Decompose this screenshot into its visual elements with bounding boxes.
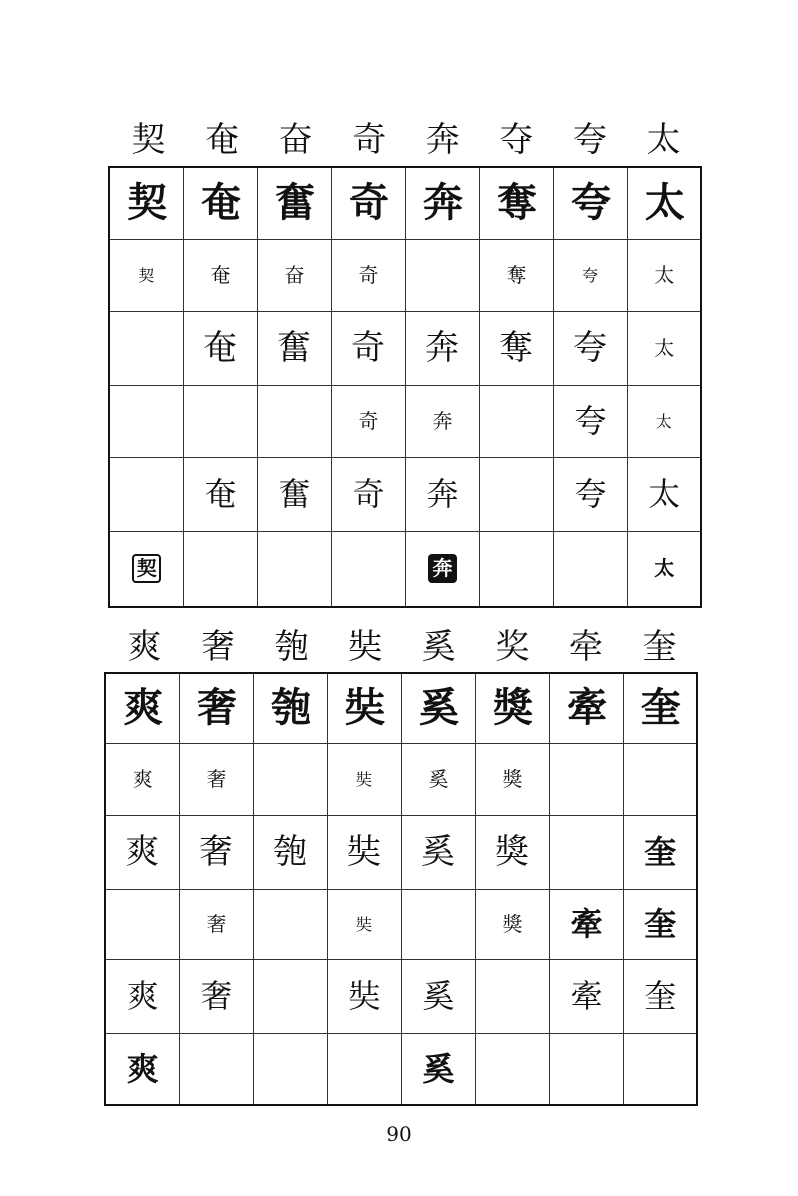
seal-glyph: 獎 [493, 685, 531, 732]
glyph-cell [549, 815, 623, 889]
glyph-cell [179, 743, 253, 815]
glyph-cell [257, 239, 331, 311]
header-char: 契 [131, 120, 166, 160]
glyph-cell [109, 531, 183, 607]
seal-glyph: 爽 [123, 685, 162, 732]
bamboo-glyph: 獎 [502, 911, 522, 936]
glyph-cell [475, 959, 549, 1033]
glyph-cell [401, 815, 475, 889]
table-row [109, 385, 701, 457]
bronze-glyph: 太 [654, 335, 674, 360]
header-char: 牵 [568, 627, 603, 667]
glyph-cell [401, 889, 475, 959]
glyph-cell [105, 1033, 179, 1105]
glyph-cell [549, 889, 623, 959]
header-char: 匏 [274, 627, 309, 667]
seal-script-glyph: 奘 [348, 977, 380, 1015]
glyph-cell [549, 743, 623, 815]
seal-script-glyph: 奔 [426, 475, 458, 513]
section-1-headers [112, 120, 700, 160]
seal-script-glyph: 奢 [200, 977, 232, 1015]
glyph-cell [401, 673, 475, 743]
glyph-cell [257, 385, 331, 457]
seal-glyph: 奘 [345, 685, 383, 732]
glyph-cell [109, 167, 183, 239]
seal-glyph: 奎 [640, 685, 679, 732]
glyph-cell [253, 959, 327, 1033]
bronze-glyph: 奇 [351, 328, 385, 368]
header-char: 奋 [278, 120, 313, 160]
section-2-table [104, 672, 698, 1106]
glyph-cell [553, 311, 627, 385]
seal-stamp: 奔 [428, 554, 457, 583]
seal-glyph: 牽 [567, 685, 605, 732]
glyph-cell [475, 1033, 549, 1105]
glyph-cell [253, 815, 327, 889]
glyph-cell [479, 239, 553, 311]
oracle-glyph: 獎 [502, 766, 522, 791]
glyph-cell [327, 743, 401, 815]
section-1-table [108, 166, 702, 608]
glyph-cell [257, 457, 331, 531]
header-char: 奎 [642, 627, 677, 667]
seal-glyph: 奢 [197, 685, 235, 732]
glyph-cell [183, 167, 257, 239]
glyph-cell [475, 889, 549, 959]
header-char: 奚 [421, 627, 456, 667]
oracle-glyph: 夸 [581, 265, 598, 285]
oracle-glyph: 奘 [355, 769, 372, 789]
glyph-cell [623, 1033, 697, 1105]
glyph-cell [327, 673, 401, 743]
glyph-cell [183, 239, 257, 311]
glyph-cell [331, 239, 405, 311]
header-char: 奘 [348, 627, 383, 667]
glyph-cell [623, 743, 697, 815]
glyph-cell [109, 385, 183, 457]
glyph-cell [475, 815, 549, 889]
header-char: 奖 [495, 627, 530, 667]
glyph-cell [623, 889, 697, 959]
header-char: 太 [646, 120, 681, 160]
glyph-cell [479, 385, 553, 457]
section-2-headers [108, 627, 696, 667]
glyph-cell [405, 167, 479, 239]
seal-glyph: 奄 [201, 180, 239, 227]
seal-glyph: 奔 [423, 180, 461, 227]
glyph-cell [179, 673, 253, 743]
seal-glyph: 奚 [419, 685, 457, 732]
oracle-glyph: 契 [138, 265, 155, 285]
bamboo-glyph: 夸 [574, 402, 606, 440]
glyph-cell [549, 673, 623, 743]
glyph-cell [105, 815, 179, 889]
glyph-cell [179, 889, 253, 959]
glyph-cell [179, 1033, 253, 1105]
glyph-cell [405, 239, 479, 311]
seal-glyph: 契 [127, 180, 166, 227]
glyph-cell [257, 311, 331, 385]
seal-script-glyph: 爽 [126, 977, 158, 1015]
bamboo-glyph: 奎 [644, 905, 676, 943]
glyph-cell [179, 959, 253, 1033]
glyph-cell [479, 531, 553, 607]
glyph-cell [553, 167, 627, 239]
glyph-cell [327, 959, 401, 1033]
seal-glyph: 匏 [271, 685, 309, 732]
glyph-cell [405, 531, 479, 607]
glyph-cell [105, 889, 179, 959]
bronze-glyph: 奄 [203, 328, 237, 368]
glyph-cell [179, 815, 253, 889]
glyph-cell [553, 531, 627, 607]
oracle-glyph: 爽 [132, 766, 152, 791]
bronze-glyph: 奮 [277, 328, 311, 368]
bronze-glyph: 奎 [644, 833, 676, 871]
table-row [109, 239, 701, 311]
glyph-cell [405, 457, 479, 531]
glyph-cell [105, 743, 179, 815]
header-char: 奢 [201, 627, 236, 667]
seal-stamp: 太 [654, 556, 674, 581]
glyph-cell [105, 673, 179, 743]
glyph-cell [109, 457, 183, 531]
seal-script-glyph: 奚 [422, 977, 454, 1015]
bamboo-glyph: 奇 [358, 408, 378, 433]
glyph-cell [627, 531, 701, 607]
bamboo-glyph: 奢 [206, 911, 226, 936]
seal-stamp: 爽 [126, 1049, 158, 1088]
bronze-glyph: 奚 [421, 832, 455, 872]
glyph-cell [183, 531, 257, 607]
glyph-cell [183, 457, 257, 531]
table-row [105, 743, 697, 815]
glyph-cell [627, 311, 701, 385]
seal-glyph: 奪 [497, 180, 535, 227]
oracle-glyph: 奇 [358, 262, 378, 287]
header-char: 奄 [205, 120, 240, 160]
seal-script-glyph: 奄 [204, 475, 236, 513]
header-char: 奇 [352, 120, 387, 160]
header-char: 奔 [425, 120, 460, 160]
oracle-glyph: 奚 [428, 766, 448, 791]
glyph-cell [327, 889, 401, 959]
glyph-cell [109, 311, 183, 385]
glyph-cell [331, 457, 405, 531]
bamboo-glyph: 奔 [432, 408, 452, 433]
glyph-cell [627, 167, 701, 239]
table-row [109, 167, 701, 239]
glyph-cell [253, 1033, 327, 1105]
header-char: 爽 [127, 627, 162, 667]
oracle-glyph: 太 [654, 262, 674, 287]
seal-glyph: 奇 [349, 180, 387, 227]
glyph-cell [331, 167, 405, 239]
oracle-glyph: 奋 [284, 262, 304, 287]
seal-script-glyph: 太 [648, 475, 680, 513]
bronze-glyph: 夸 [573, 328, 607, 368]
glyph-cell [401, 743, 475, 815]
glyph-cell [479, 311, 553, 385]
glyph-cell [401, 959, 475, 1033]
glyph-cell [257, 531, 331, 607]
glyph-cell [627, 385, 701, 457]
seal-stamp: 契 [132, 554, 161, 583]
seal-glyph: 夸 [571, 180, 609, 227]
table-row [109, 311, 701, 385]
bronze-glyph: 奔 [425, 328, 459, 368]
glyph-cell [105, 959, 179, 1033]
glyph-cell [253, 673, 327, 743]
glyph-cell [253, 889, 327, 959]
glyph-cell [623, 959, 697, 1033]
glyph-cell [331, 311, 405, 385]
oracle-glyph: 奪 [506, 262, 526, 287]
seal-script-glyph: 夸 [574, 475, 606, 513]
glyph-cell [549, 959, 623, 1033]
bamboo-glyph: 牽 [570, 905, 602, 943]
bronze-glyph: 獎 [495, 832, 529, 872]
bronze-glyph: 奢 [199, 832, 233, 872]
glyph-cell [327, 1033, 401, 1105]
glyph-cell [405, 311, 479, 385]
header-char: 夺 [499, 120, 534, 160]
seal-script-glyph: 牽 [570, 977, 602, 1015]
glyph-cell [553, 457, 627, 531]
seal-script-glyph: 奇 [352, 475, 384, 513]
table-row [109, 457, 701, 531]
seal-glyph: 太 [644, 180, 683, 227]
oracle-glyph: 奢 [206, 766, 226, 791]
glyph-cell [623, 673, 697, 743]
oracle-glyph: 奄 [210, 262, 230, 287]
glyph-cell [405, 385, 479, 457]
glyph-cell [549, 1033, 623, 1105]
glyph-cell [331, 531, 405, 607]
glyph-cell [401, 1033, 475, 1105]
glyph-cell [475, 743, 549, 815]
glyph-cell [553, 239, 627, 311]
seal-glyph: 奮 [275, 180, 313, 227]
glyph-cell [475, 673, 549, 743]
glyph-cell [623, 815, 697, 889]
glyph-cell [479, 167, 553, 239]
glyph-cell [253, 743, 327, 815]
bronze-glyph: 匏 [273, 832, 307, 872]
glyph-cell [183, 385, 257, 457]
seal-stamp: 奚 [422, 1049, 454, 1088]
glyph-cell [183, 311, 257, 385]
seal-script-glyph: 奮 [278, 475, 310, 513]
bronze-glyph: 奘 [347, 832, 381, 872]
glyph-cell [331, 385, 405, 457]
table-row [105, 1033, 697, 1105]
bamboo-glyph: 太 [655, 411, 672, 431]
glyph-cell [479, 457, 553, 531]
page-number: 90 [386, 1122, 412, 1146]
table-row [109, 531, 701, 607]
seal-script-glyph: 奎 [644, 977, 676, 1015]
table-row [105, 959, 697, 1033]
glyph-cell [327, 815, 401, 889]
bronze-glyph: 爽 [125, 832, 160, 872]
table-row [105, 673, 697, 743]
glyph-cell [627, 239, 701, 311]
bronze-glyph: 奪 [499, 328, 533, 368]
bamboo-glyph: 奘 [355, 914, 372, 934]
glyph-cell [257, 167, 331, 239]
glyph-cell [109, 239, 183, 311]
header-char: 夸 [572, 120, 607, 160]
table-row [105, 815, 697, 889]
glyph-cell [553, 385, 627, 457]
table-row [105, 889, 697, 959]
glyph-cell [627, 457, 701, 531]
